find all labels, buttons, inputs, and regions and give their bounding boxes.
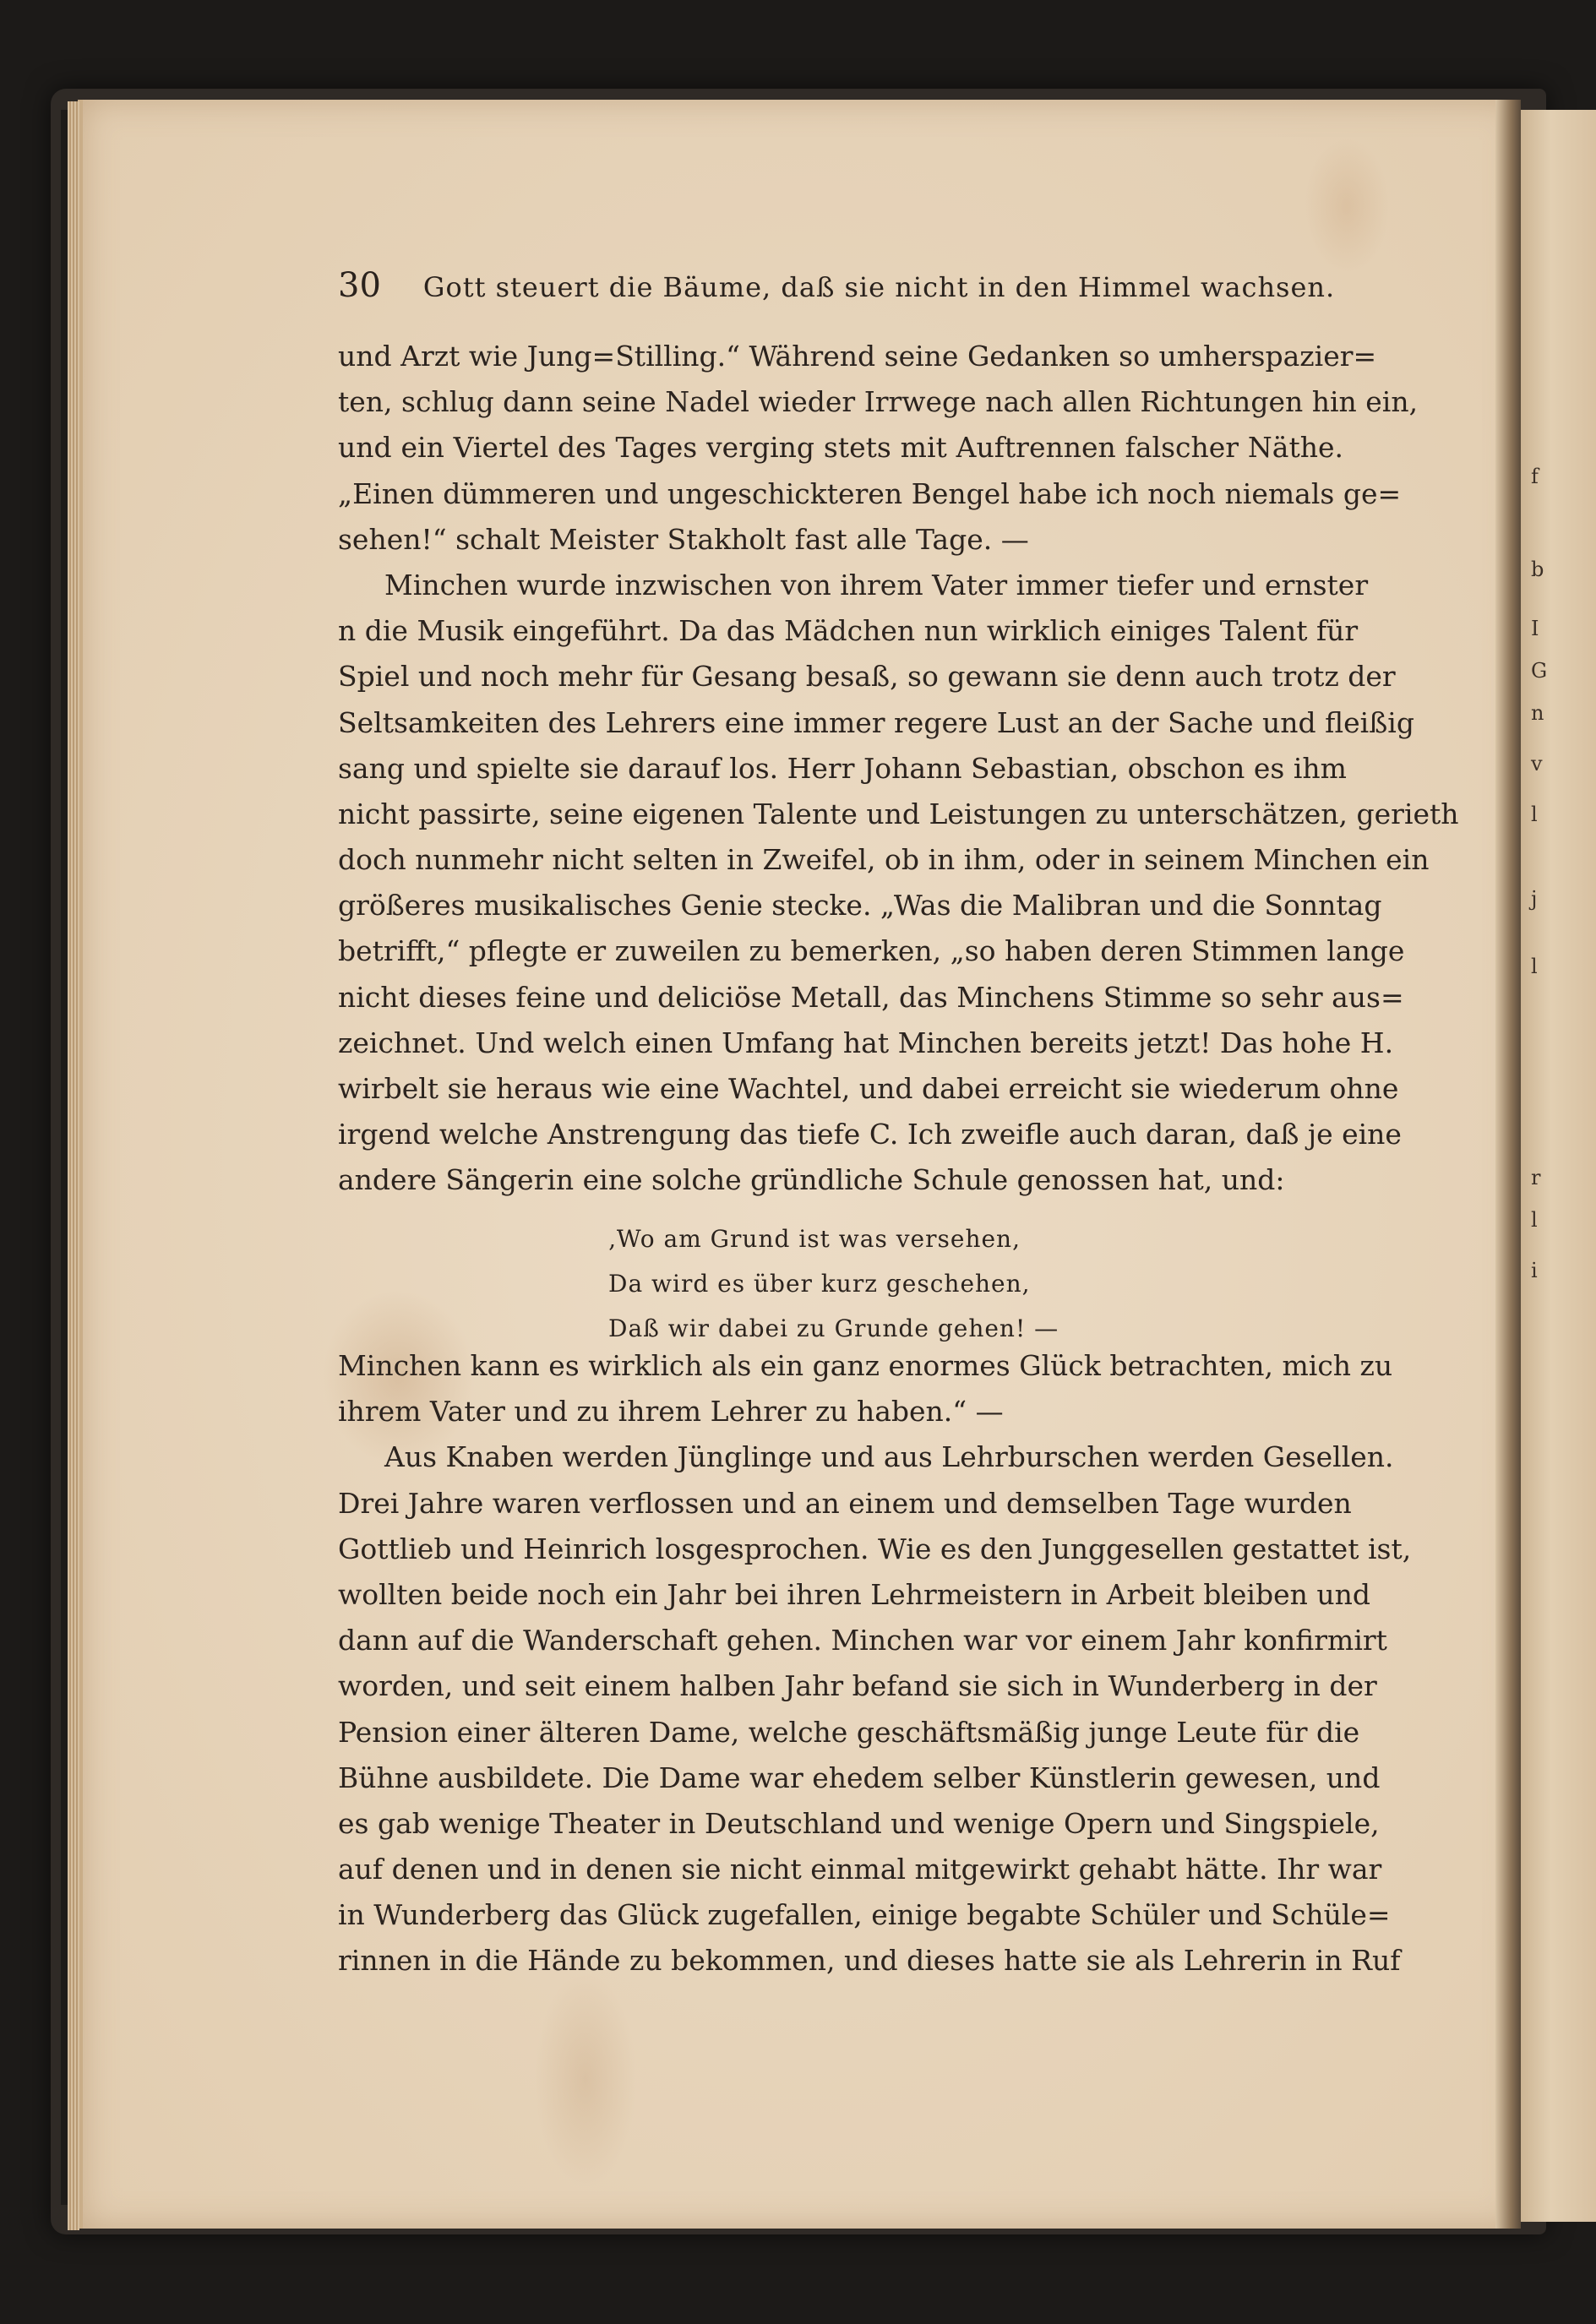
text-line: wirbelt sie heraus wie eine Wachtel, und dabei erreicht sie wiederum ohne (338, 1072, 1399, 1105)
facing-page-fragment: f (1531, 465, 1539, 488)
page-edges (68, 101, 79, 2230)
verse-quote (608, 1216, 1200, 1351)
facing-page-fragment: b (1531, 558, 1544, 581)
text-line: und ein Viertel des Tages verging stets mit Auftrennen falscher Näthe. (338, 431, 1343, 465)
facing-page-fragment: G (1531, 659, 1548, 683)
verse-line: Daß wir dabei zu Grunde gehen! — (608, 1314, 1059, 1342)
text-line: es gab wenige Theater in Deutschland und wenige Opern und Singspiele, (338, 1806, 1380, 1840)
text-line: ihrem Vater und zu ihrem Lehrer zu haben.“ — (338, 1395, 1004, 1429)
body-text-upper (338, 334, 1459, 1204)
text-line: größeres musikalisches Genie stecke. „Was die Malibran und die Sonntag (338, 889, 1382, 923)
text-line: nicht dieses feine und deliciöse Metall, das Minchens Stimme so sehr aus= (338, 980, 1404, 1014)
text-line: n die Musik eingeführt. Da das Mädchen nun wirklich einiges Talent für (338, 614, 1359, 648)
text-line: Minchen kann es wirklich als ein ganz enormes Glück betrachten, mich zu (338, 1349, 1393, 1382)
facing-page-fragment: r (1531, 1166, 1541, 1189)
facing-page-fragment: l (1531, 1208, 1538, 1232)
facing-page-fragment: l (1531, 803, 1538, 826)
text-line: Seltsamkeiten des Lehrers eine immer regere Lust an der Sache und fleißig (338, 705, 1414, 739)
text-line: sang und spielte sie darauf los. Herr Johann Sebastian, obschon es ihm (338, 751, 1347, 785)
text-line: ten, schlug dann seine Nadel wieder Irrwege nach allen Richtungen hin ein, (338, 385, 1419, 419)
verse-line: ‚Wo am Grund ist was versehen, (608, 1225, 1021, 1253)
text-line: betrifft,“ pflegte er zuweilen zu bemerken, „so haben deren Stimmen lange (338, 934, 1405, 968)
facing-page-fragment: I (1531, 617, 1539, 640)
text-line: zeichnet. Und welch einen Umfang hat Minchen bereits jetzt! Das hohe H. (338, 1026, 1394, 1059)
text-line: „Einen dümmeren und ungeschickteren Bengel habe ich noch niemals ge= (338, 476, 1402, 510)
facing-page-fragment: n (1531, 701, 1544, 725)
text-line: Gottlieb und Heinrich losgesprochen. Wie es den Junggesellen gestattet ist, (338, 1532, 1412, 1565)
text-line: und Arzt wie Jung=Stilling.“ Während seine Gedanken so umherspazier= (338, 340, 1377, 373)
text-line: auf denen und in denen sie nicht einmal mitgewirkt gehabt hätte. Ihr war (338, 1853, 1382, 1886)
text-line: doch nunmehr nicht selten in Zweifel, ob in ihm, oder in seinem Minchen ein (338, 843, 1430, 877)
verse-line: Da wird es über kurz geschehen, (608, 1270, 1031, 1298)
text-line: Pension einer älteren Dame, welche geschäftsmäßig junge Leute für die (338, 1715, 1360, 1749)
text-line: wollten beide noch ein Jahr bei ihren Lehrmeistern in Arbeit bleiben und (338, 1577, 1370, 1611)
text-line: Drei Jahre waren verflossen und an einem und demselben Tage wurden (338, 1486, 1352, 1520)
text-line: in Wunderberg das Glück zugefallen, einige begabte Schüler und Schüle= (338, 1898, 1391, 1932)
text-line: worden, und seit einem halben Jahr befand sie sich in Wunderberg in der (338, 1669, 1377, 1703)
text-line: Bühne ausbildete. Die Dame war ehedem selber Künstlerin gewesen, und (338, 1761, 1381, 1794)
facing-page-fragment: v (1531, 752, 1543, 776)
text-line: Minchen wurde inzwischen von ihrem Vater immer tiefer und ernster (384, 568, 1369, 601)
facing-page-fragment: i (1531, 1259, 1538, 1282)
text-line: irgend welche Anstrengung das tiefe C. Ich zweifle auch daran, daß je eine (338, 1118, 1402, 1151)
page-number: 30 (338, 266, 381, 305)
text-line: Spiel und noch mehr für Gesang besaß, so gewann sie denn auch trotz der (338, 660, 1396, 694)
body-text-lower (338, 1343, 1412, 1984)
text-line: andere Sängerin eine solche gründliche Schule genossen hat, und: (338, 1163, 1285, 1197)
facing-page-edge (1521, 110, 1596, 2222)
running-title: Gott steuert die Bäume, daß sie nicht in den Himmel wachsen. (422, 271, 1336, 303)
text-line: dann auf die Wanderschaft gehen. Minchen war vor einem Jahr konfirmirt (338, 1624, 1387, 1657)
text-line: rinnen in die Hände zu bekommen, und dieses hatte sie als Lehrerin in Ruf (338, 1944, 1401, 1978)
text-line: Aus Knaben werden Jünglinge und aus Lehrburschen werden Gesellen. (384, 1440, 1394, 1474)
text-line: nicht passirte, seine eigenen Talente und Leistungen zu unterschätzen, gerieth (338, 797, 1459, 830)
facing-page-fragment: j (1531, 887, 1538, 911)
text-line: sehen!“ schalt Meister Stakholt fast alle Tage. — (338, 522, 1029, 556)
page-header (338, 266, 1352, 305)
facing-page-fragment: l (1531, 955, 1538, 978)
book-gutter (1495, 100, 1521, 2229)
